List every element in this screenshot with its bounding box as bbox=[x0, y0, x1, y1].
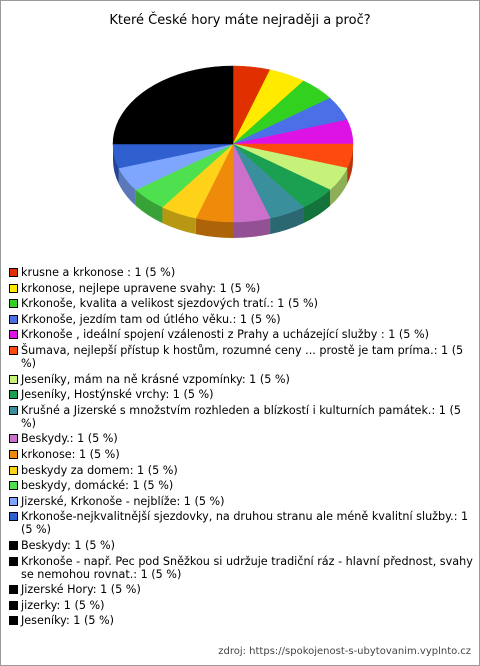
legend-label: jizerky: 1 (5 %) bbox=[21, 598, 105, 612]
legend-label: Krušné a Jizerské s množstvím rozhleden a blízkostí i kulturních památek.: 1 (5 %) bbox=[21, 403, 461, 430]
legend-item bbox=[9, 495, 473, 508]
legend-label: krusne a krkonose : 1 (5 %) bbox=[21, 266, 176, 279]
legend-label: krkonose, nejlepe upravene svahy: 1 (5 %) bbox=[21, 281, 261, 295]
legend-swatch bbox=[9, 268, 18, 277]
legend-swatch bbox=[9, 512, 18, 521]
legend-swatch bbox=[9, 390, 18, 399]
legend-item bbox=[9, 510, 473, 536]
legend-swatch bbox=[9, 616, 18, 625]
legend-label: Jeseníky: 1 (5 %) bbox=[21, 614, 115, 628]
legend-item bbox=[9, 539, 473, 552]
legend-item bbox=[9, 464, 473, 477]
legend-label: Jeseníky, Hostýnské vrchy: 1 (5 %) bbox=[21, 388, 214, 402]
chart-title: Které České hory máte nejraději a proč? bbox=[109, 13, 371, 28]
legend-item bbox=[9, 479, 473, 492]
legend-swatch bbox=[9, 557, 18, 566]
legend-swatch bbox=[9, 406, 18, 415]
legend-swatch bbox=[9, 585, 18, 594]
legend-swatch bbox=[9, 315, 18, 324]
legend-label: Krkonoše, jezdím tam od útlého věku.: 1 (5 %) bbox=[21, 312, 281, 326]
legend-swatch bbox=[9, 434, 18, 443]
legend-item bbox=[9, 266, 473, 279]
legend-label: Beskydy: 1 (5 %) bbox=[21, 538, 116, 552]
legend-item bbox=[9, 555, 473, 581]
legend-label: beskydy za domem: 1 (5 %) bbox=[21, 463, 178, 477]
source-note: zdroj: https://spokojenost-s-ubytovanim.vyplnto.cz bbox=[218, 646, 471, 657]
legend-swatch bbox=[9, 466, 18, 475]
legend bbox=[9, 266, 473, 630]
pie-chart bbox=[1, 1, 479, 261]
legend-item bbox=[9, 373, 473, 386]
legend-item bbox=[9, 599, 473, 612]
legend-label: Jeseníky, mám na ně krásné vzpomínky: 1 (5 %) bbox=[21, 372, 290, 386]
legend-label: krkonose: 1 (5 %) bbox=[21, 447, 120, 461]
legend-label: Krkonoše-nejkvalitnější sjezdovky, na druhou stranu ale méně kvalitní služby.: 1 (5 %) bbox=[21, 510, 469, 537]
legend-swatch bbox=[9, 601, 18, 610]
legend-item bbox=[9, 448, 473, 461]
legend-item bbox=[9, 388, 473, 401]
legend-item bbox=[9, 344, 473, 370]
legend-item bbox=[9, 328, 473, 341]
legend-label: Šumava, nejlepší přístup k hostům, rozumné ceny ... prostě je tam príma.: 1 (5 %) bbox=[21, 343, 464, 370]
legend-item bbox=[9, 313, 473, 326]
legend-item bbox=[9, 583, 473, 596]
legend-label: beskydy, domácké: 1 (5 %) bbox=[21, 479, 174, 493]
legend-label: Jizerské Hory: 1 (5 %) bbox=[21, 583, 141, 597]
legend-swatch bbox=[9, 330, 18, 339]
legend-item bbox=[9, 404, 473, 430]
legend-label: Krkonoše , ideální spojení vzálenosti z Prahy a ucházející služby : 1 (5 %) bbox=[21, 328, 429, 342]
legend-swatch bbox=[9, 284, 18, 293]
legend-label: Beskydy.: 1 (5 %) bbox=[21, 432, 118, 446]
legend-item bbox=[9, 282, 473, 295]
legend-label: Krkonoše, kvalita a velikost sjezdových tratí.: 1 (5 %) bbox=[21, 297, 319, 311]
legend-label: Jizerské, Krkonoše - nejblíže: 1 (5 %) bbox=[21, 494, 225, 508]
legend-label: Krkonoše - např. Pec pod Sněžkou si udržuje tradiční ráz - hlavní přednost, svahy se nemohou rovnat.: 1 (5 %) bbox=[21, 554, 473, 581]
legend-item bbox=[9, 432, 473, 445]
legend-swatch bbox=[9, 450, 18, 459]
legend-swatch bbox=[9, 481, 18, 490]
legend-swatch bbox=[9, 375, 18, 384]
legend-swatch bbox=[9, 541, 18, 550]
legend-swatch bbox=[9, 346, 18, 355]
legend-item bbox=[9, 614, 473, 627]
legend-item bbox=[9, 297, 473, 310]
legend-swatch bbox=[9, 299, 18, 308]
legend-swatch bbox=[9, 497, 18, 506]
